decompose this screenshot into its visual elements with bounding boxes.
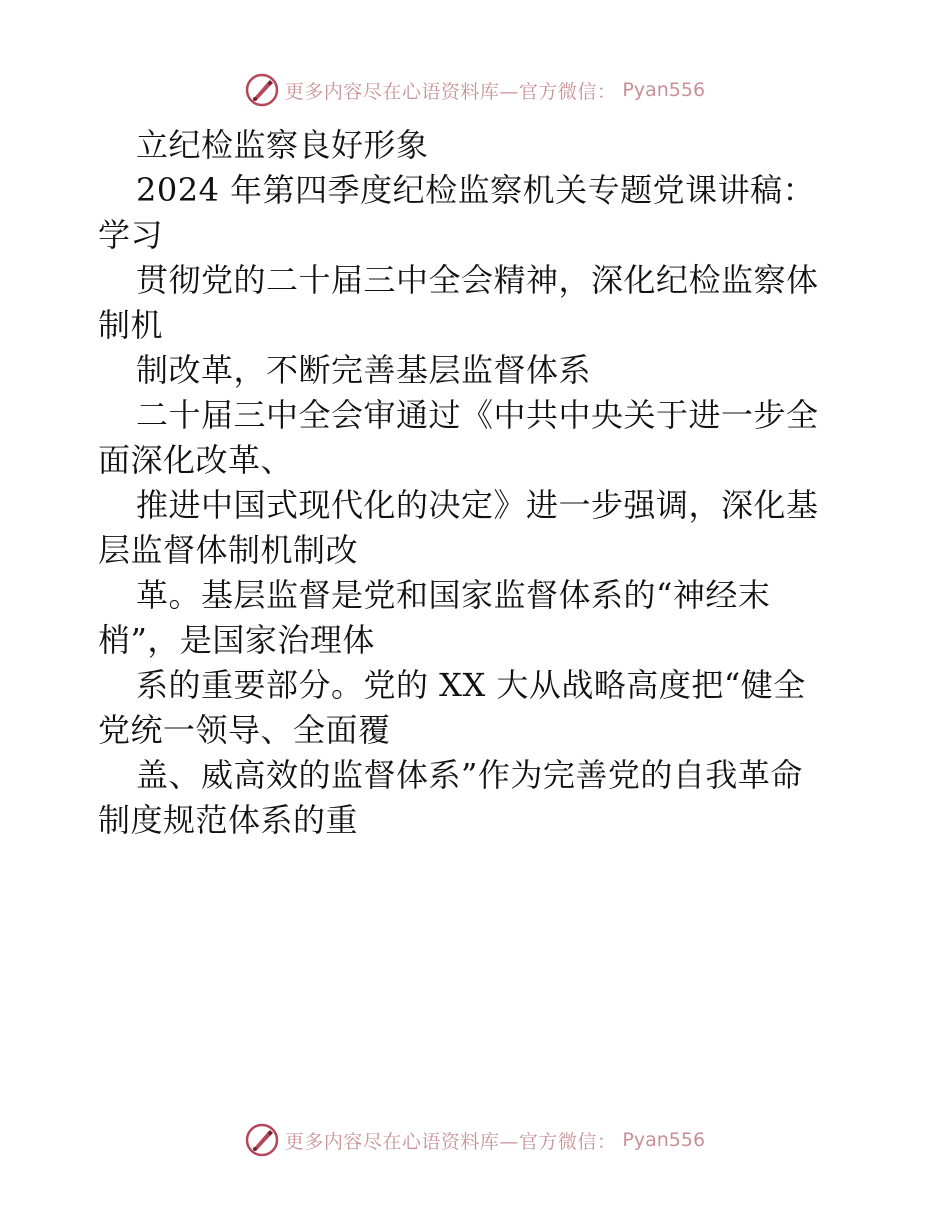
text-line: 贯彻党的二十届三中全会精神，深化纪检监察体	[136, 261, 819, 299]
watermark-text: 更多内容尽在心语资料库—官方微信：	[284, 1130, 617, 1153]
text-line: 立纪检监察良好形象	[136, 126, 429, 164]
text-line: 推进中国式现代化的决定》进一步强调，深化基	[136, 486, 819, 524]
text-line: 盖、威高效的监督体系”作为完善党的自我革命	[136, 756, 803, 794]
pen-logo-icon	[245, 73, 279, 107]
text-line: 制改革，不断完善基层监督体系	[136, 351, 592, 389]
text-line: 革。基层监督是党和国家监督体系的“神经末	[136, 576, 771, 614]
text-line: 梢”，是国家治理体	[98, 621, 375, 659]
text-line: 层监督体制机制改	[98, 531, 359, 569]
text-line: 面深化改革、	[98, 441, 294, 479]
text-line: 2024 年第四季度纪检监察机关专题党课讲稿：	[136, 171, 816, 209]
footer-watermark	[0, 1120, 950, 1160]
text-line: 制机	[98, 306, 164, 344]
text-line: 学习	[98, 216, 164, 254]
watermark-text: 更多内容尽在心语资料库—官方微信：	[284, 80, 617, 103]
watermark-wechat-id: Pyan556	[622, 79, 706, 101]
text-line: 制度规范体系的重	[98, 801, 359, 839]
pen-logo-icon	[245, 1123, 279, 1157]
text-line: 二十届三中全会审通过《中共中央关于进一步全	[136, 396, 819, 434]
document-body	[98, 123, 858, 843]
text-line: 党统一领导、全面覆	[98, 711, 391, 749]
header-watermark	[0, 70, 950, 110]
text-line: 系的重要部分。党的 XX 大从战略高度把“健全	[136, 666, 806, 704]
watermark-wechat-id: Pyan556	[622, 1129, 706, 1151]
